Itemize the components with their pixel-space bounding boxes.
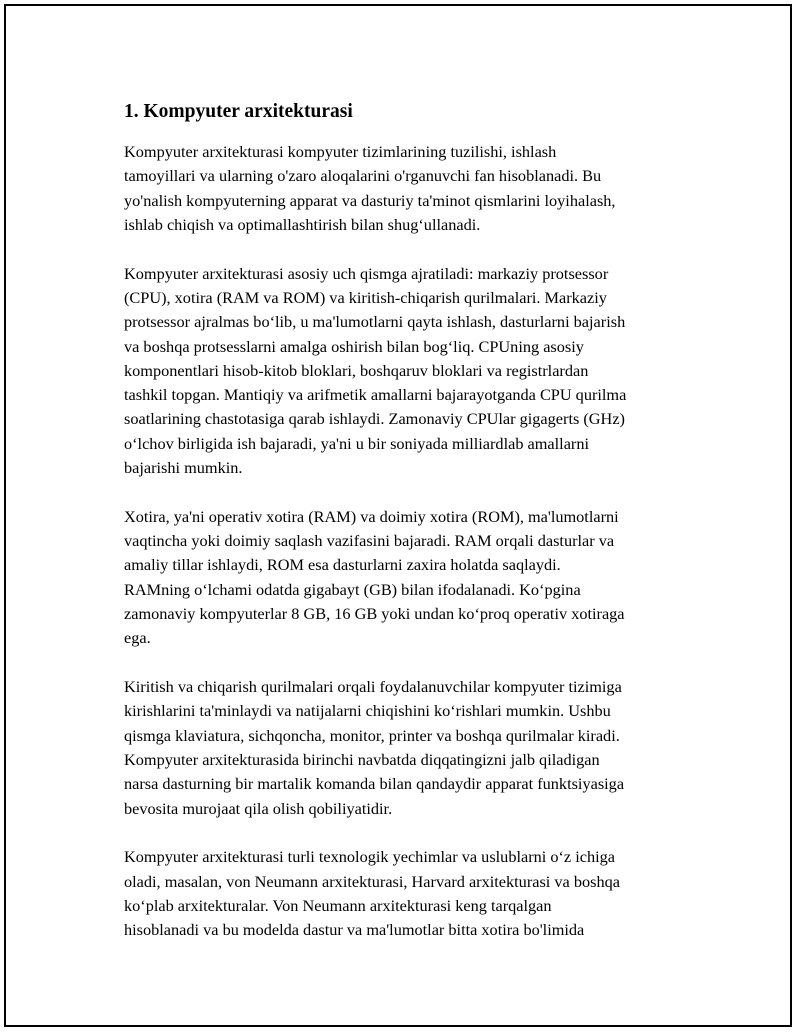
text-line: bajarishi mumkin. [124, 458, 243, 478]
document-body [124, 98, 699, 967]
text-line: Kiritish va chiqarish qurilmalari orqali foydalanuvchilar kompyuter tizimiga [124, 677, 622, 697]
paragraph-list [124, 140, 699, 943]
text-line: soatlarining chastotasiga qarab ishlaydi. Zamonaviy CPUlar gigagerts (GHz) [124, 409, 625, 429]
paragraph [124, 675, 699, 821]
paragraph [124, 262, 699, 481]
paragraph [124, 505, 699, 651]
text-line: tashkil topgan. Mantiqiy va arifmetik amallarni bajarayotganda CPU qurilma [124, 385, 627, 405]
text-line: qismga klaviatura, sichqoncha, monitor, printer va boshqa qurilmalar kiradi. [124, 725, 620, 745]
text-line: kirishlarini ta'minlaydi va natijalarni chiqishini ko‘rishlari mumkin. Ushbu [124, 701, 611, 721]
text-line: ko‘plab arxitekturalar. Von Neumann arxitekturasi keng tarqalgan [124, 896, 552, 916]
text-line: amaliy tillar ishlaydi, ROM esa dasturlarni zaxira holatda saqlaydi. [124, 555, 561, 575]
text-line: yo'nalish kompyuterning apparat va dasturiy ta'minot qismlarini loyihalash, [124, 190, 616, 210]
text-line: vaqtincha yoki doimiy saqlash vazifasini bajaradi. RAM orqali dasturlar va [124, 531, 615, 551]
text-line: bevosita murojaat qila olish qobiliyatidir. [124, 798, 393, 818]
text-line: oladi, masalan, von Neumann arxitekturasi, Harvard arxitekturasi va boshqa [124, 871, 620, 891]
text-line: Kompyuter arxitekturasi asosiy uch qismga ajratiladi: markaziy protsessor [124, 263, 609, 283]
text-line: protsessor ajralmas bo‘lib, u ma'lumotlarni qayta ishlash, dasturlarni bajarish [124, 312, 626, 332]
text-line: ishlab chiqish va optimallashtirish bilan shug‘ullanadi. [124, 214, 481, 234]
text-line: Kompyuter arxitekturasi kompyuter tizimlarining tuzilishi, ishlash [124, 142, 557, 161]
text-line: hisoblanadi va bu modelda dastur va ma'lumotlar bitta xotira bo'limida [124, 920, 585, 940]
text-line: narsa dasturning bir martalik komanda bilan qandaydir apparat funktsiyasiga [124, 774, 625, 794]
text-line: Kompyuter arxitekturasida birinchi navbatda diqqatingizni jalb qiladigan [124, 750, 600, 770]
page [4, 4, 792, 1027]
text-line: RAMning o‘lchami odatda gigabayt (GB) bilan ifodalanadi. Ko‘pgina [124, 579, 581, 599]
text-line: zamonaviy kompyuterlar 8 GB, 16 GB yoki undan ko‘proq operativ xotiraga [124, 604, 625, 624]
paragraph [124, 845, 699, 942]
text-line: o‘lchov birligida ish bajaradi, ya'ni u bir soniyada milliardlab amallarni [124, 433, 590, 453]
text-line: komponentlari hisob-kitob bloklari, boshqaruv bloklari va registrlardan [124, 360, 589, 380]
text-line: (CPU), xotira (RAM va ROM) va kiritish-chiqarish qurilmalari. Markaziy [124, 287, 607, 307]
text-line: va boshqa protsesslarni amalga oshirish bilan bog‘liq. CPUning asosiy [124, 336, 584, 356]
section-heading: 1. Kompyuter arxitekturasi [124, 101, 353, 122]
text-line: Kompyuter arxitekturasi turli texnologik yechimlar va uslublarni o‘z ichiga [124, 847, 616, 867]
paragraph [124, 140, 699, 237]
text-line: ega. [124, 628, 151, 648]
text-line: Xotira, ya'ni operativ xotira (RAM) va doimiy xotira (ROM), ma'lumotlarni [124, 506, 619, 526]
text-line: tamoyillari va ularning o'zaro aloqalarini o'rganuvchi fan hisoblanadi. Bu [124, 166, 602, 186]
